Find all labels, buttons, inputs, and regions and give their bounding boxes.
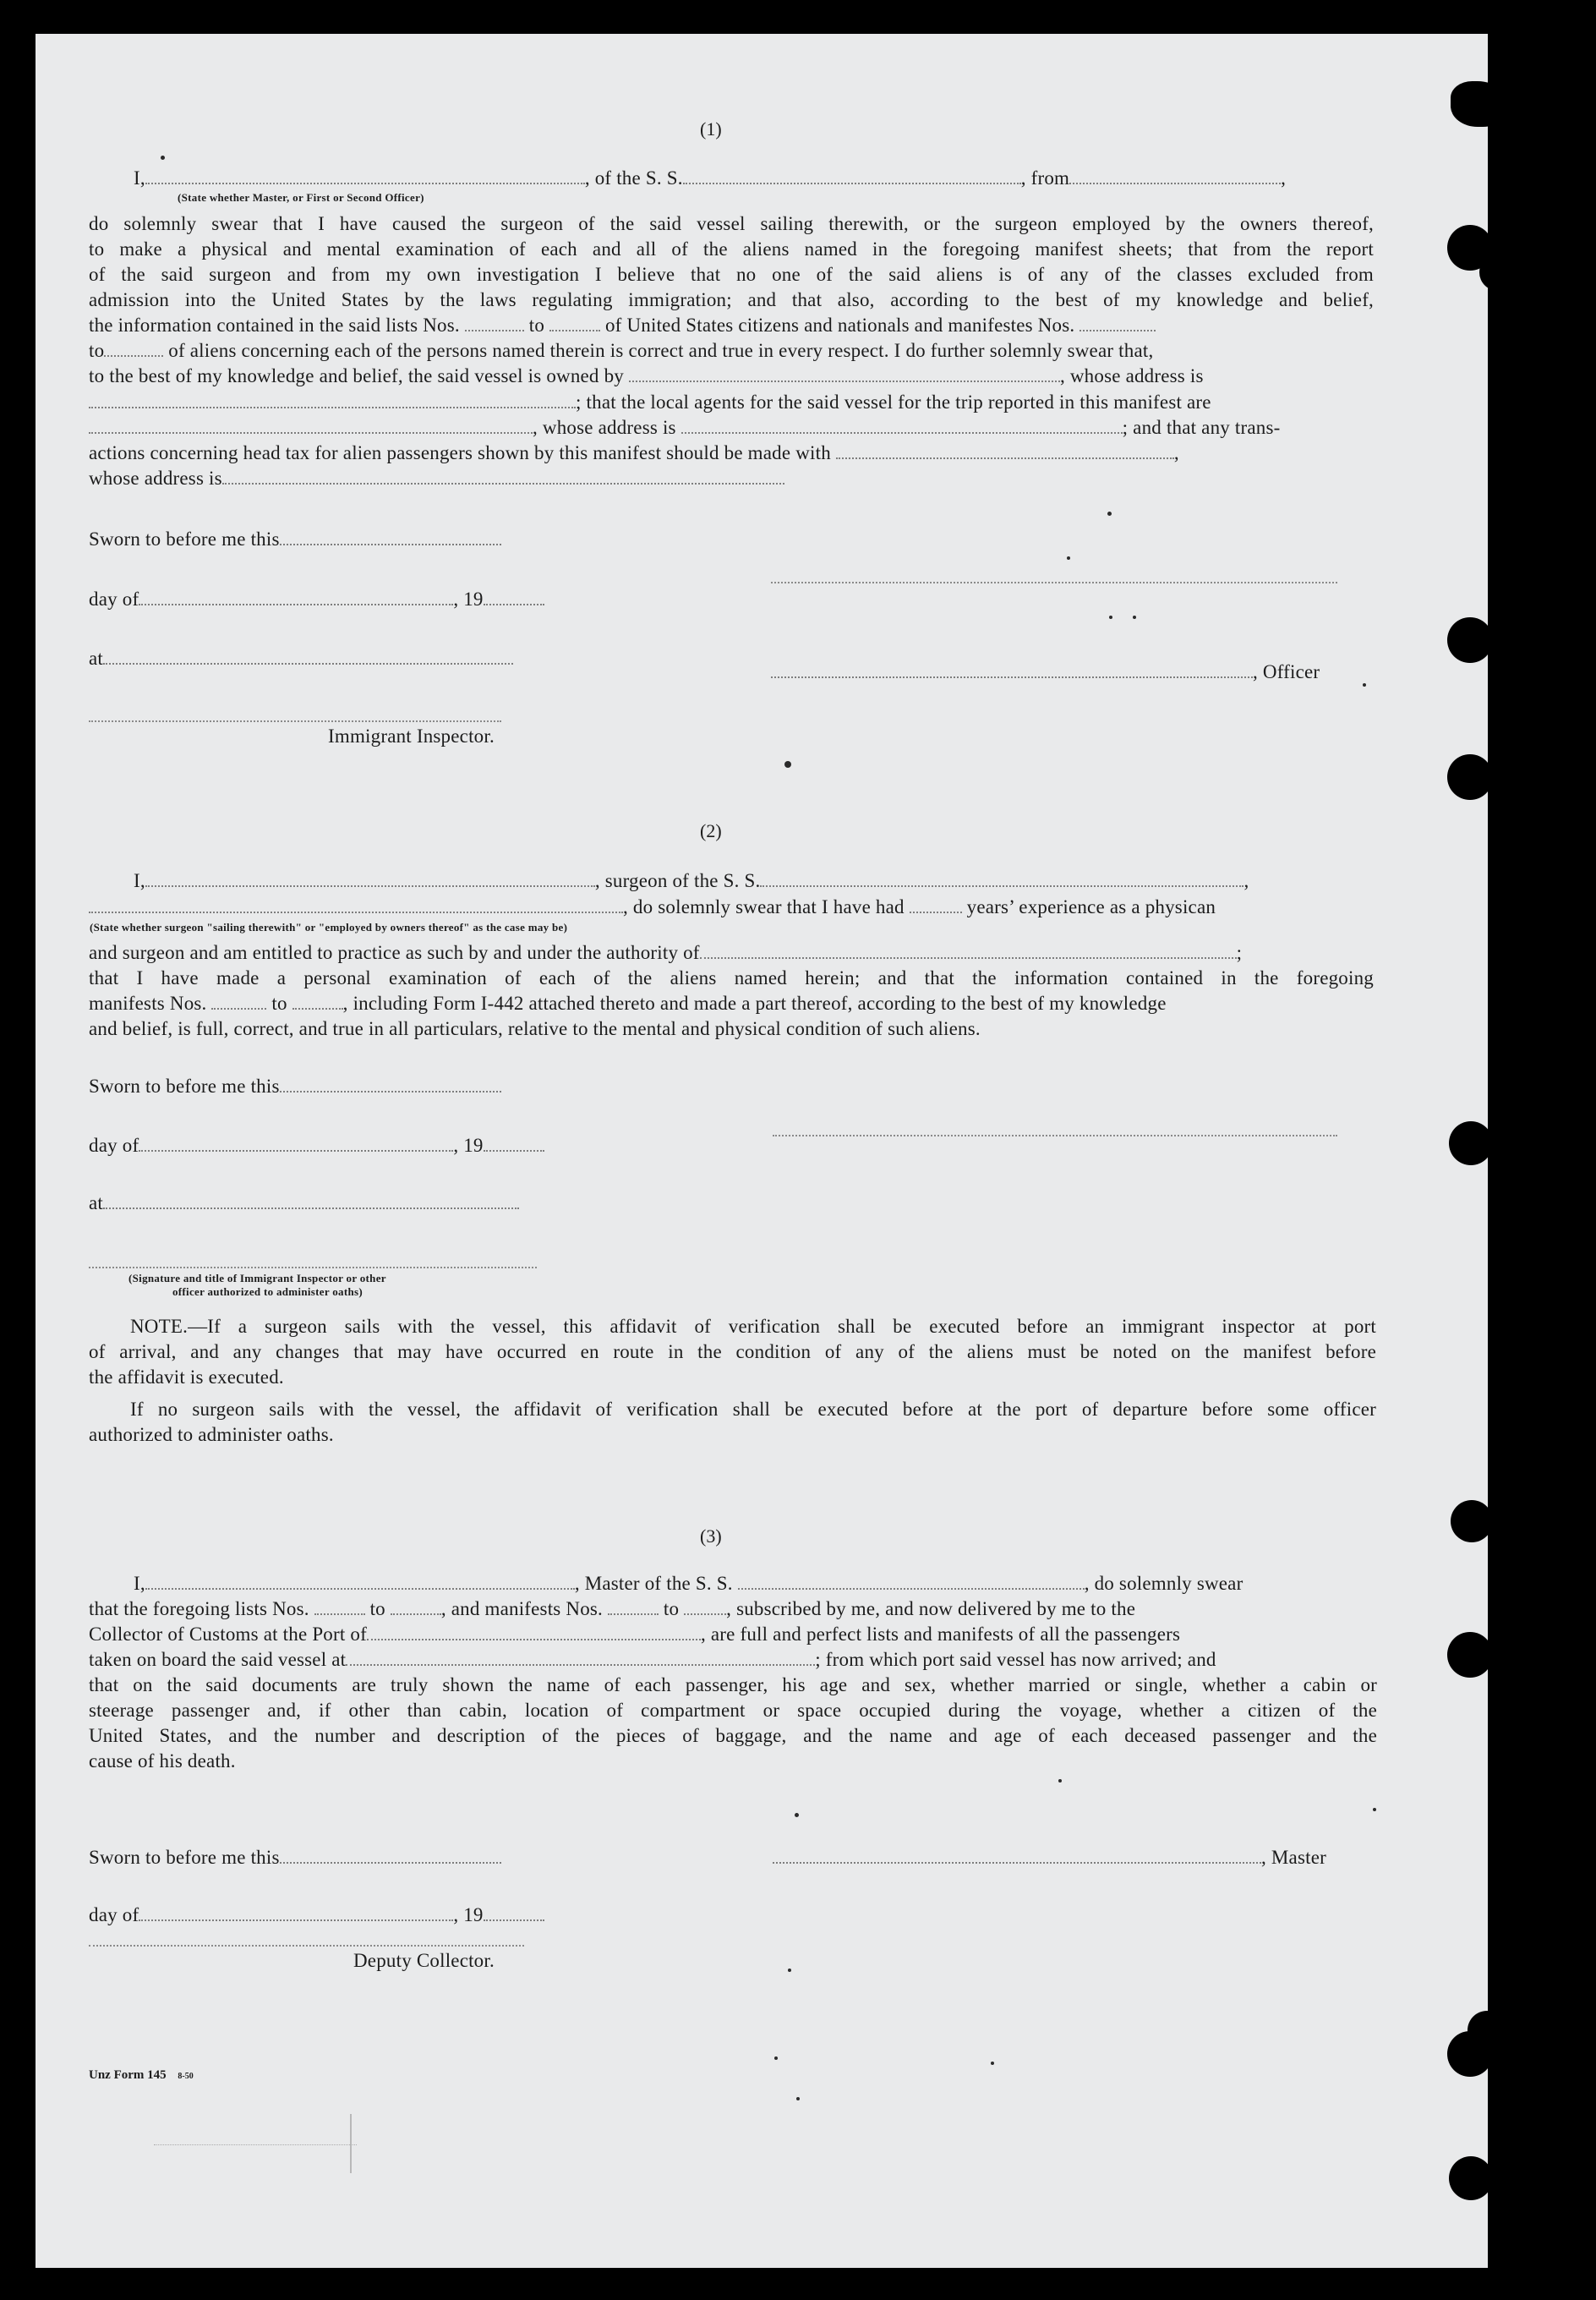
note-paragraph-2-line-2: authorized to administer oaths.	[89, 1424, 334, 1445]
section-3-first-line	[134, 1573, 1243, 1595]
authority-field[interactable]	[700, 943, 1237, 959]
section-1-rank-note: (State whether Master, or First or Second Officer)	[178, 191, 424, 204]
from-label: , from	[1020, 167, 1070, 189]
note-paragraph-1-line-1: NOTE.—If a surgeon sails with the vessel, this affidavit of verification shall be executed before an immigrant inspector at port	[130, 1316, 1376, 1337]
scan-speck	[161, 156, 165, 160]
manifests-to-field[interactable]	[292, 994, 343, 1010]
years-label: , do solemnly swear that I have had	[623, 896, 905, 917]
section-1-body-line-4: admission into the United States by the laws regulating immigration; and that also, according to the best of my knowledge and belief,	[89, 289, 1374, 310]
officer-signature-field[interactable]	[771, 662, 1253, 678]
section-1-first-line: I, , of the S. S. , from ,	[134, 167, 1287, 189]
section-2-inspector-line[interactable]	[89, 1267, 537, 1268]
deputy-collector-label: Deputy Collector.	[353, 1950, 495, 1971]
owned-by-label: to the best of my knowledge and belief, the said vessel is owned by	[89, 365, 624, 386]
lists-nos-label: that the foregoing lists Nos.	[89, 1598, 309, 1619]
section-3-number: (3)	[700, 1525, 722, 1547]
punch-hole	[1449, 2156, 1493, 2200]
section-1-info-line	[89, 315, 1156, 337]
day-of-label: day of	[89, 1135, 139, 1156]
section-1-body-line-1: do solemnly swear that I have caused the surgeon of the said vessel sailing therewith, or the surgeon employed by the owners thereof,	[89, 213, 1374, 234]
citizen-lists-from-field[interactable]	[465, 315, 524, 331]
section-2-body-line-1: that I have made a personal examination of each of the aliens named herein; and that the information contained in the foregoing	[89, 967, 1374, 988]
head-tax-agent-field[interactable]	[836, 443, 1174, 459]
sworn-day-field[interactable]	[280, 1076, 501, 1092]
subscribed-label: , subscribed by me, and now delivered by me to the	[726, 1598, 1136, 1619]
years-field[interactable]	[910, 897, 962, 913]
experience-label: years’ experience as a physican	[966, 896, 1216, 917]
section-1-whose-address-line	[89, 468, 784, 490]
master-signature-field[interactable]	[773, 1848, 1261, 1864]
manifests-label: of United States citizens and nationals and manifestes Nos.	[604, 315, 1075, 336]
year-field[interactable]	[484, 589, 544, 605]
section-1-agents-line	[89, 392, 1211, 413]
section-2-first-line: I, , surgeon of the S. S. ,	[134, 870, 1249, 891]
section-1-headtax-line: actions concerning head tax for alien passengers shown by this manifest should be made with ,	[89, 442, 1179, 463]
port-field[interactable]	[367, 1624, 701, 1640]
note-paragraph-1-line-3: the affidavit is executed.	[89, 1366, 284, 1388]
alien-manifests-to-field[interactable]	[104, 341, 163, 357]
note-paragraph-2-line-1: If no surgeon sails with the vessel, the affidavit of verification shall be executed before at the port of departure before some officer	[130, 1399, 1376, 1420]
scan-speck	[1109, 616, 1112, 619]
scan-speck	[1058, 1779, 1062, 1782]
manifests-nos-label: manifests Nos.	[89, 993, 207, 1014]
section-2-sig-note-1: (Signature and title of Immigrant Inspector or other	[128, 1272, 386, 1284]
manifests-to-field[interactable]	[684, 1599, 726, 1615]
form-number-text: Unz Form 145	[89, 2068, 167, 2082]
form-sheet	[36, 34, 1488, 2268]
at-label: at	[89, 1192, 103, 1213]
to-label: to	[528, 315, 545, 336]
departure-port-field[interactable]	[346, 1650, 815, 1666]
authority-label: and surgeon and am entitled to practice as such by and under the authority of	[89, 942, 700, 963]
head-tax-address-field[interactable]	[222, 468, 784, 485]
punch-hole	[1447, 2031, 1493, 2077]
place-field[interactable]	[103, 1193, 519, 1209]
day-of-label: day of	[89, 589, 139, 610]
punch-hole	[1447, 1632, 1493, 1678]
scan-speck	[1373, 1808, 1376, 1811]
collector-label: Collector of Customs at the Port of	[89, 1624, 367, 1645]
head-tax-label: actions concerning head tax for alien passengers shown by this manifest should be made with	[89, 442, 831, 463]
section-2-at	[89, 1192, 519, 1214]
agent-address-field[interactable]	[681, 418, 1123, 434]
section-1-at	[89, 648, 513, 670]
day-of-label: day of	[89, 1904, 139, 1925]
lead-i: I,	[134, 1573, 145, 1594]
section-1-owned-line	[89, 365, 1204, 387]
section-1-body-line-2: to make a physical and mental examination of each and all of the aliens named in the foregoing manifest sheets; that from the report	[89, 238, 1374, 260]
local-agents-field[interactable]	[89, 418, 533, 434]
section-1-officer-line	[771, 661, 1320, 683]
surgeon-name-field[interactable]	[145, 871, 595, 887]
year-label: , 19	[453, 1904, 484, 1925]
punch-hole	[1451, 1500, 1493, 1542]
at-label: at	[89, 648, 103, 669]
manifests-nos-label: , and manifests Nos.	[440, 1598, 604, 1619]
owner-address-label: , whose address is	[1059, 365, 1204, 386]
lead-i: I,	[134, 167, 145, 189]
manifests-from-field[interactable]	[608, 1599, 659, 1615]
section-2-sworn	[89, 1076, 501, 1098]
lists-to-field[interactable]	[391, 1599, 441, 1615]
vessel-name-field[interactable]	[683, 168, 1021, 184]
section-3-body-line-4: cause of his death.	[89, 1750, 236, 1772]
full-lists-statement: , are full and perfect lists and manifests of all the passengers	[700, 1624, 1181, 1645]
surgeon-of-label: , surgeon of the S. S.	[594, 870, 761, 891]
sworn-day-field[interactable]	[280, 1848, 501, 1864]
punch-hole	[1447, 754, 1493, 800]
officer-rank-field[interactable]	[145, 168, 585, 184]
master-name-field[interactable]	[145, 1574, 575, 1590]
lead-i: I,	[134, 870, 145, 891]
owner-address-field[interactable]	[89, 392, 576, 408]
scan-speck	[784, 761, 791, 768]
arrived-statement: ; from which port said vessel has now arrived; and	[815, 1649, 1216, 1670]
faint-rule-mark	[350, 2114, 352, 2173]
scan-speck	[1107, 512, 1112, 516]
sworn-label: Sworn to before me this	[89, 1847, 280, 1868]
master-vessel-field[interactable]	[738, 1574, 1085, 1590]
sworn-day-field[interactable]	[280, 529, 501, 545]
month-field[interactable]	[139, 1905, 453, 1921]
scan-speck	[796, 2097, 800, 2100]
citizen-lists-to-field[interactable]	[549, 315, 600, 331]
scan-speck	[1363, 683, 1366, 687]
form-code-text: 8-50	[178, 2072, 194, 2081]
section-3-day-of	[89, 1904, 544, 1926]
punch-hole	[1479, 254, 1517, 291]
aliens-statement: of aliens concerning each of the persons named therein is correct and true in every respect. I do further solemnly swear that,	[168, 340, 1154, 361]
note-paragraph-1-line-2: of arrival, and any changes that may have occurred en route in the condition of any of the aliens must be noted on the manifest before	[89, 1341, 1376, 1362]
year-field[interactable]	[484, 1136, 544, 1152]
owner-field[interactable]	[629, 366, 1060, 382]
local-agents-label: ; that the local agents for the said vessel for the trip reported in this manifest are	[576, 392, 1211, 413]
section-2-day-of	[89, 1135, 544, 1157]
section-1-body-line-3: of the said surgeon and from my own investigation I believe that no one of the said aliens is of any of the classes excluded from	[89, 264, 1374, 285]
of-ss-label: , of the S. S.	[584, 167, 683, 189]
surgeon-vessel-field[interactable]	[760, 871, 1243, 887]
section-1-agent-address-line	[89, 417, 1281, 439]
section-3-collector-line	[89, 1624, 1180, 1646]
faint-rule-mark	[154, 2144, 357, 2145]
section-1-signature-line-1[interactable]	[771, 582, 1337, 583]
form-i442-statement: , including Form I-442 attached thereto and made a part thereof, according to the best of my knowledge	[342, 993, 1167, 1014]
taken-on-board-label: taken on board the said vessel at	[89, 1649, 347, 1670]
to-label: to	[89, 340, 105, 361]
punch-hole	[1447, 617, 1493, 663]
master-label: , Master	[1261, 1847, 1326, 1868]
section-3-master-line	[773, 1847, 1326, 1869]
section-2-sig-note-2: officer authorized to administer oaths)	[172, 1285, 363, 1298]
section-2-body-line-2: and belief, is full, correct, and true in all particulars, relative to the mental and physical condition of such aliens.	[89, 1018, 981, 1039]
to-label: to	[663, 1598, 680, 1619]
year-label: , 19	[453, 1135, 484, 1156]
section-1-day-of	[89, 589, 544, 611]
scan-speck	[795, 1813, 799, 1817]
to-label: to	[369, 1598, 385, 1619]
officer-label: , Officer	[1253, 661, 1320, 682]
scan-speck	[1067, 556, 1070, 560]
lists-from-field[interactable]	[314, 1599, 365, 1615]
to-label: to	[271, 993, 287, 1014]
section-2-number: (2)	[700, 820, 722, 841]
section-3-body-line-2: steerage passenger and, if other than cabin, location of compartment or space occupied during the voyage, whether a citizen of the	[89, 1700, 1377, 1721]
place-field[interactable]	[103, 649, 513, 665]
section-1-aliens-line	[89, 340, 1153, 362]
transactions-label: ; and that any trans-	[1122, 417, 1281, 438]
from-port-field[interactable]	[1069, 168, 1281, 184]
section-2-surgeon-signature-line[interactable]	[773, 1135, 1337, 1136]
manifests-from-field[interactable]	[211, 994, 266, 1010]
section-2-swear-line	[89, 896, 1216, 918]
swear-label: , do solemnly swear	[1084, 1573, 1243, 1594]
sworn-label: Sworn to before me this	[89, 528, 280, 550]
section-1-sworn	[89, 528, 501, 550]
surgeon-type-field[interactable]	[89, 897, 623, 913]
section-3-lists-line	[89, 1598, 1135, 1620]
sworn-label: Sworn to before me this	[89, 1076, 280, 1097]
head-tax-address-label: whose address is	[89, 468, 222, 489]
section-3-taken-line	[89, 1649, 1216, 1671]
section-3-body-line-1: that on the said documents are truly shown the name of each passenger, his age and sex, whether married or single, whether a cabin or	[89, 1674, 1377, 1695]
month-field[interactable]	[139, 1136, 453, 1152]
section-2-authority-line: and surgeon and am entitled to practice as such by and under the authority of ;	[89, 942, 1243, 963]
section-1-inspector: Immigrant Inspector.	[328, 726, 495, 747]
punch-hole	[1449, 1121, 1493, 1165]
scan-speck	[774, 2056, 778, 2060]
year-field[interactable]	[484, 1905, 544, 1921]
info-lists-label: the information contained in the said lists Nos.	[89, 315, 460, 336]
section-3-collector-signature-line[interactable]	[89, 1945, 524, 1947]
section-1-number: (1)	[700, 118, 722, 140]
year-label: , 19	[453, 589, 484, 610]
section-1-inspector-line[interactable]	[89, 720, 501, 722]
section-2-manifests-line	[89, 993, 1167, 1015]
master-of-label: , Master of the S. S.	[574, 1573, 733, 1594]
scan-speck	[991, 2062, 994, 2065]
alien-manifests-from-field[interactable]	[1079, 315, 1156, 331]
scan-speck	[788, 1969, 791, 1972]
torn-corner	[1451, 81, 1510, 127]
section-2-surgeon-note: (State whether surgeon "sailing therewith" or "employed by owners thereof" as the case may be)	[90, 921, 568, 934]
form-number	[89, 2068, 194, 2083]
section-3-sworn	[89, 1847, 501, 1869]
agent-address-label: , whose address is	[533, 417, 676, 438]
scan-speck	[1133, 616, 1136, 619]
month-field[interactable]	[139, 589, 453, 605]
section-3-body-line-3: United States, and the number and description of the pieces of baggage, and the name and age of each deceased passenger and the	[89, 1725, 1377, 1746]
